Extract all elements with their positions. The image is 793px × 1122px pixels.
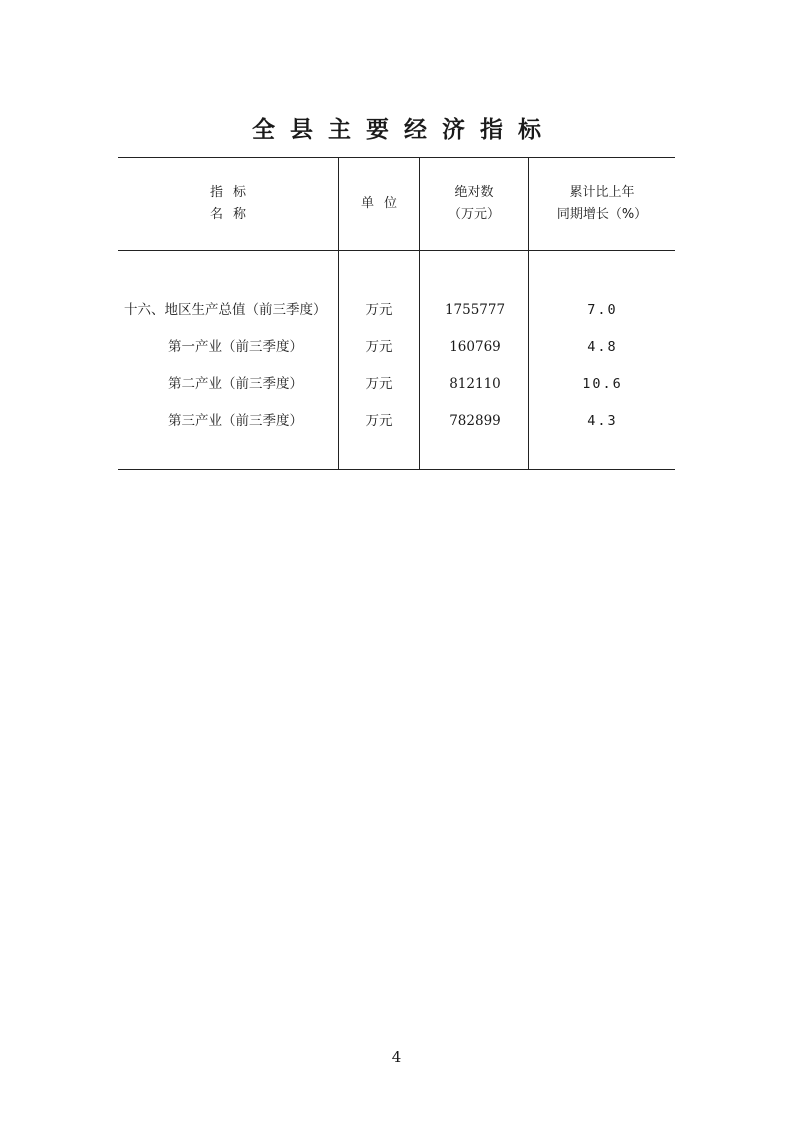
header-name-line2: 名称 xyxy=(209,207,256,222)
header-name xyxy=(118,157,338,251)
indicator-table xyxy=(118,157,675,470)
growth-value: 7.0 xyxy=(587,302,618,318)
indicator-name: 第一产业（前三季度） xyxy=(168,339,303,355)
table-row xyxy=(118,292,675,329)
unit-cell: 万元 xyxy=(365,339,393,355)
header-growth-line2: 同期增长（%） xyxy=(556,207,648,222)
growth-value: 10.6 xyxy=(582,376,623,392)
header-unit xyxy=(339,157,419,251)
table-row xyxy=(118,329,675,366)
header-growth xyxy=(529,157,675,251)
absolute-value: 812110 xyxy=(449,376,501,392)
table-row xyxy=(118,366,675,403)
page-title: 全县主要经济指标 xyxy=(252,117,556,143)
header-absolute-line1: 绝对数 xyxy=(454,185,494,200)
header-name-line1: 指标 xyxy=(209,185,256,200)
table-row xyxy=(118,403,675,440)
table-bottom-rule xyxy=(118,469,675,470)
indicator-name: 十六、地区生产总值（前三季度） xyxy=(124,302,327,318)
page-number: 4 xyxy=(391,1048,402,1066)
header-unit-label: 单位 xyxy=(360,196,407,211)
unit-cell: 万元 xyxy=(365,413,393,429)
header-growth-line1: 累计比上年 xyxy=(569,185,635,200)
unit-cell: 万元 xyxy=(365,302,393,318)
header-absolute xyxy=(420,157,528,251)
indicator-name: 第三产业（前三季度） xyxy=(168,413,303,429)
absolute-value: 1755777 xyxy=(444,302,506,318)
growth-value: 4.3 xyxy=(587,413,618,429)
growth-value: 4.8 xyxy=(587,339,618,355)
absolute-value: 160769 xyxy=(449,339,501,355)
indicator-name: 第二产业（前三季度） xyxy=(168,376,303,392)
absolute-value: 782899 xyxy=(449,413,501,429)
header-absolute-line2: （万元） xyxy=(447,207,500,222)
unit-cell: 万元 xyxy=(365,376,393,392)
